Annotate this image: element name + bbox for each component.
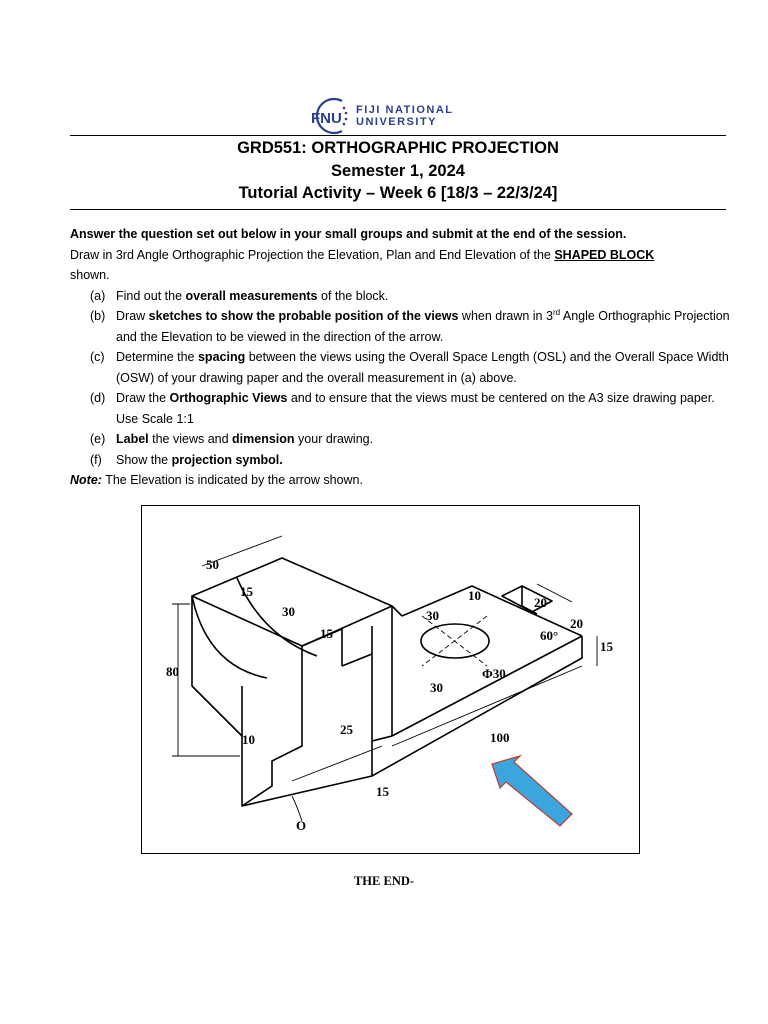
logo-mark-text: FNU (311, 110, 342, 127)
dim-15-upright: 15 (320, 626, 333, 641)
dim-60-degrees: 60° (540, 628, 559, 643)
the-end: THE END- (353, 874, 415, 888)
header-bottom-rule (70, 209, 726, 210)
note: Note: The Elevation is indicated by the arrow shown. (70, 473, 363, 487)
dim-30-hole-top: 30 (426, 608, 439, 623)
list-item: (a) Find out the overall measurements of the block. (90, 288, 389, 303)
dim-20-end: 20 (570, 616, 583, 631)
logo-wordmark (356, 104, 454, 128)
base-top-front (392, 636, 582, 736)
list-item: (d) Draw the Orthographic Views and to ensure that the views must be centered on the A3 size drawing paper. Use Scale 1:1 (90, 391, 715, 426)
dim-30-top: 30 (282, 604, 295, 619)
dim-80: 80 (166, 664, 179, 679)
instructions (70, 224, 730, 491)
dim-15-top: 15 (240, 584, 253, 599)
semester-line: Semester 1, 2024 (331, 161, 465, 180)
shaped-block-figure (141, 505, 640, 854)
dim-20-slot: 20 (534, 595, 547, 610)
shaped-block-emphasis: SHAPED BLOCK (554, 247, 655, 262)
dim-30-hole-bottom: 30 (430, 680, 443, 695)
upright-top-face (192, 558, 392, 646)
list-item: (c) Determine the spacing between the views using the Overall Space Length (OSL) and the Overall Space Width (OSW) of your drawing paper and the overall measurement in (a) above. (90, 350, 729, 385)
fnu-logo (300, 96, 460, 136)
task-list (70, 286, 730, 471)
logo-line-2: UNIVERSITY (356, 116, 438, 128)
lead-instruction: Answer the question set out below in your small groups and submit at the end of the session. (70, 227, 627, 241)
activity-line: Tutorial Activity – Week 6 [18/3 – 22/3/24] (238, 184, 558, 202)
course-title: GRD551: ORTHOGRAPHIC PROJECTION (237, 139, 559, 157)
dim-10-slot: 10 (468, 588, 481, 603)
list-item: (e) Label the views and dimension your drawing. (90, 432, 374, 446)
base-front-edge (372, 636, 582, 776)
dim-10: 10 (242, 732, 255, 747)
logo-line-1: FIJI NATIONAL (356, 104, 454, 116)
elevation-arrow (492, 756, 572, 826)
title-block (70, 137, 726, 205)
dim-100: 100 (490, 730, 510, 745)
dim-origin: O (296, 818, 307, 833)
base-thickness-line (292, 746, 382, 781)
dim-25: 25 (340, 722, 353, 737)
list-item: (f) Show the projection symbol. (90, 452, 283, 467)
isometric-drawing (142, 506, 639, 853)
dim-phi-30: Φ30 (482, 666, 506, 681)
dim-15-base: 15 (376, 784, 389, 799)
list-item: (b) Draw sketches to show the probable position of the views when drawn in 3rd Angle Orthographic Projection and the Elevation to be viewed in the direction of the arrow. (90, 308, 730, 344)
dim-50: 50 (206, 557, 219, 572)
task-intro: Draw in 3rd Angle Orthographic Projection the Elevation, Plan and End Elevation of the SHAPED BLOCK shown. (70, 247, 655, 282)
dim-15-end: 15 (600, 639, 613, 654)
header-top-rule (70, 135, 726, 136)
